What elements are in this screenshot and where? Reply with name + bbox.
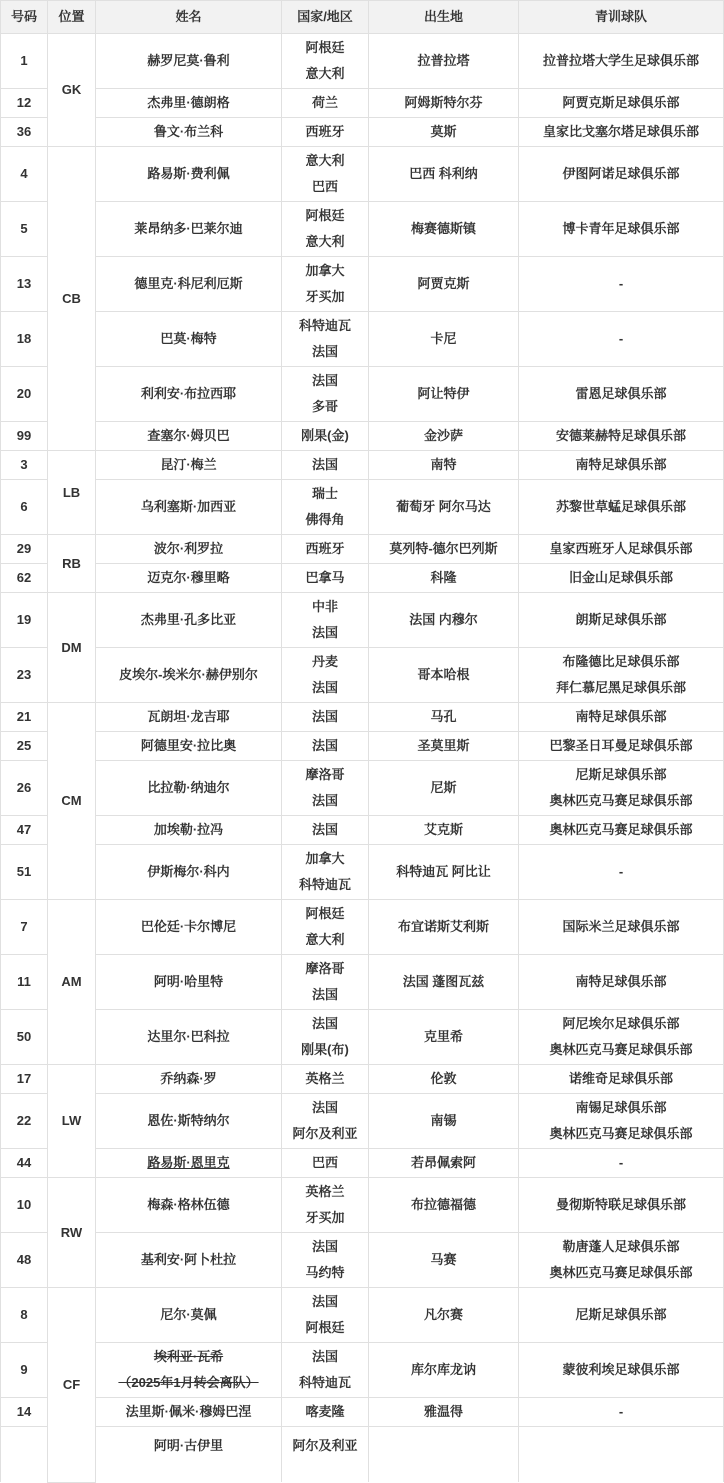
cell-birthplace [369,1427,519,1483]
cell-birthplace: 梅赛德斯镇 [369,202,519,257]
cell-number: 12 [1,89,48,118]
table-row [1,202,724,257]
table-row [1,1065,724,1094]
cell-youth-club: 曼彻斯特联足球俱乐部 [519,1178,724,1233]
cell-country: 加拿大 牙买加 [282,257,369,312]
table-row [1,955,724,1010]
table-row [1,451,724,480]
cell-number: 22 [1,1094,48,1149]
cell-country: 英格兰 [282,1065,369,1094]
cell-birthplace: 伦敦 [369,1065,519,1094]
cell-position: GK [48,34,96,147]
cell-number: 10 [1,1178,48,1233]
table-row [1,1094,724,1149]
cell-country: 法国 科特迪瓦 [282,1343,369,1398]
table-row [1,816,724,845]
cell-number: 6 [1,480,48,535]
cell-birthplace: 科隆 [369,564,519,593]
cell-name: 迈克尔·穆里略 [96,564,282,593]
cell-birthplace: 凡尔赛 [369,1288,519,1343]
cell-number: 44 [1,1149,48,1178]
cell-name: 杰弗里·孔多比亚 [96,593,282,648]
cell-country: 西班牙 [282,118,369,147]
cell-name: 波尔·利罗拉 [96,535,282,564]
cell-name: 阿明·古伊里 [96,1427,282,1483]
cell-youth-club: 苏黎世草蜢足球俱乐部 [519,480,724,535]
table-row [1,564,724,593]
cell-position: LB [48,451,96,535]
cell-number: 20 [1,367,48,422]
table-row [1,34,724,89]
table-row [1,89,724,118]
cell-youth-club: - [519,1398,724,1427]
cell-birthplace: 莫斯 [369,118,519,147]
cell-youth-club: 尼斯足球俱乐部 [519,1288,724,1343]
cell-name: 恩佐·斯特纳尔 [96,1094,282,1149]
cell-name: 德里克·科尼利厄斯 [96,257,282,312]
cell-birthplace: 葡萄牙 阿尔马达 [369,480,519,535]
cell-name: 法里斯·佩米·穆姆巴涅 [96,1398,282,1427]
cell-birthplace: 阿贾克斯 [369,257,519,312]
table-row [1,703,724,732]
cell-youth-club: 南特足球俱乐部 [519,703,724,732]
cell-number: 50 [1,1010,48,1065]
cell-number: 8 [1,1288,48,1343]
table-row [1,593,724,648]
cell-number: 29 [1,535,48,564]
column-header: 位置 [48,1,96,34]
player-link[interactable]: 路易斯·恩里克 [96,1149,282,1178]
cell-name: 皮埃尔-埃米尔·赫伊别尔 [96,648,282,703]
table-row [1,1427,724,1483]
table-row [1,367,724,422]
cell-number: 19 [1,593,48,648]
cell-youth-club: - [519,845,724,900]
cell-name: 瓦朗坦·龙吉耶 [96,703,282,732]
cell-birthplace: 巴西 科利纳 [369,147,519,202]
cell-youth-club: 拉普拉塔大学生足球俱乐部 [519,34,724,89]
table-row [1,535,724,564]
cell-youth-club: 诺维奇足球俱乐部 [519,1065,724,1094]
cell-youth-club: 南特足球俱乐部 [519,451,724,480]
cell-number: 26 [1,761,48,816]
cell-country: 刚果(金) [282,422,369,451]
cell-number: 11 [1,955,48,1010]
cell-position: LW [48,1065,96,1178]
cell-youth-club: - [519,312,724,367]
cell-country: 英格兰 牙买加 [282,1178,369,1233]
cell-name: 莱昂纳多·巴莱尔迪 [96,202,282,257]
cell-country: 法国 阿尔及利亚 [282,1094,369,1149]
cell-youth-club: 奥林匹克马赛足球俱乐部 [519,816,724,845]
cell-name: 阿德里安·拉比奥 [96,732,282,761]
cell-number: 48 [1,1233,48,1288]
cell-youth-club: 阿贾克斯足球俱乐部 [519,89,724,118]
table-row [1,845,724,900]
cell-position: CM [48,703,96,900]
cell-youth-club: 勒唐蓬人足球俱乐部 奥林匹克马赛足球俱乐部 [519,1233,724,1288]
cell-birthplace: 法国 内穆尔 [369,593,519,648]
cell-youth-club: 南锡足球俱乐部 奥林匹克马赛足球俱乐部 [519,1094,724,1149]
cell-birthplace: 布宜诺斯艾利斯 [369,900,519,955]
cell-number: 62 [1,564,48,593]
table-row [1,147,724,202]
cell-name: 比拉勒·纳迪尔 [96,761,282,816]
table-header [1,1,724,34]
cell-position: RB [48,535,96,593]
cell-youth-club: 旧金山足球俱乐部 [519,564,724,593]
table-row [1,1233,724,1288]
cell-birthplace: 马赛 [369,1233,519,1288]
cell-birthplace: 雅温得 [369,1398,519,1427]
cell-name: 巴伦廷·卡尔博尼 [96,900,282,955]
cell-birthplace: 圣莫里斯 [369,732,519,761]
cell-name: 阿明·哈里特 [96,955,282,1010]
table-row [1,1178,724,1233]
table-row [1,1288,724,1343]
cell-birthplace: 马孔 [369,703,519,732]
cell-name: 伊斯梅尔·科内 [96,845,282,900]
cell-number: 17 [1,1065,48,1094]
cell-youth-club: 安德莱赫特足球俱乐部 [519,422,724,451]
table-row [1,1343,724,1398]
cell-name: 赫罗尼莫·鲁利 [96,34,282,89]
cell-number: 21 [1,703,48,732]
cell-country: 荷兰 [282,89,369,118]
cell-name: 杰弗里·德朗格 [96,89,282,118]
table-row [1,312,724,367]
column-header: 姓名 [96,1,282,34]
cell-youth-club: 朗斯足球俱乐部 [519,593,724,648]
cell-number: 99 [1,422,48,451]
cell-country: 法国 [282,703,369,732]
cell-birthplace: 阿姆斯特尔芬 [369,89,519,118]
cell-position: DM [48,593,96,703]
cell-number: 14 [1,1398,48,1427]
cell-youth-club: 博卡青年足球俱乐部 [519,202,724,257]
cell-number: 36 [1,118,48,147]
header-row [1,1,724,34]
cell-country: 法国 多哥 [282,367,369,422]
cell-country: 阿尔及利亚 [282,1427,369,1483]
cell-youth-club: - [519,1149,724,1178]
cell-country: 加拿大 科特迪瓦 [282,845,369,900]
cell-country: 科特迪瓦 法国 [282,312,369,367]
cell-birthplace: 艾克斯 [369,816,519,845]
cell-name: 尼尔·莫佩 [96,1288,282,1343]
cell-name: 鲁文·布兰科 [96,118,282,147]
cell-country: 法国 马约特 [282,1233,369,1288]
cell-country: 法国 [282,732,369,761]
cell-position: AM [48,900,96,1065]
cell-name: 查塞尔·姆贝巴 [96,422,282,451]
cell-youth-club: 阿尼埃尔足球俱乐部 奥林匹克马赛足球俱乐部 [519,1010,724,1065]
cell-position: RW [48,1178,96,1288]
table-row [1,1398,724,1427]
cell-youth-club: 布隆德比足球俱乐部 拜仁慕尼黑足球俱乐部 [519,648,724,703]
cell-number: 1 [1,34,48,89]
cell-country: 西班牙 [282,535,369,564]
cell-birthplace: 哥本哈根 [369,648,519,703]
cell-name: 利利安·布拉西耶 [96,367,282,422]
cell-youth-club: 巴黎圣日耳曼足球俱乐部 [519,732,724,761]
cell-birthplace: 卡尼 [369,312,519,367]
table-row [1,257,724,312]
column-header: 青训球队 [519,1,724,34]
cell-birthplace: 阿让特伊 [369,367,519,422]
cell-youth-club: 蒙彼利埃足球俱乐部 [519,1343,724,1398]
cell-country: 法国 刚果(布) [282,1010,369,1065]
cell-youth-club: - [519,257,724,312]
table-row [1,761,724,816]
cell-name: 埃利亚·瓦希 （2025年1月转会离队） [96,1343,282,1398]
cell-country: 瑞士 佛得角 [282,480,369,535]
cell-country: 意大利 巴西 [282,147,369,202]
cell-name: 梅森·格林伍德 [96,1178,282,1233]
column-header: 号码 [1,1,48,34]
cell-youth-club: 尼斯足球俱乐部 奥林匹克马赛足球俱乐部 [519,761,724,816]
cell-number [1,1427,48,1483]
cell-number: 4 [1,147,48,202]
cell-birthplace: 克里希 [369,1010,519,1065]
cell-birthplace: 金沙萨 [369,422,519,451]
cell-country: 喀麦隆 [282,1398,369,1427]
cell-position: CB [48,147,96,451]
cell-youth-club: 皇家西班牙人足球俱乐部 [519,535,724,564]
cell-number: 51 [1,845,48,900]
cell-youth-club: 雷恩足球俱乐部 [519,367,724,422]
cell-number: 3 [1,451,48,480]
cell-position: CF [48,1288,96,1483]
cell-birthplace: 若昂佩索阿 [369,1149,519,1178]
cell-birthplace: 拉普拉塔 [369,34,519,89]
table-row [1,1149,724,1178]
cell-country: 摩洛哥 法国 [282,955,369,1010]
cell-country: 阿根廷 意大利 [282,34,369,89]
table-row [1,118,724,147]
cell-number: 5 [1,202,48,257]
cell-youth-club: 伊图阿诺足球俱乐部 [519,147,724,202]
cell-number: 23 [1,648,48,703]
cell-name: 路易斯·费利佩 [96,147,282,202]
cell-name: 乔纳森·罗 [96,1065,282,1094]
cell-name: 达里尔·巴科拉 [96,1010,282,1065]
cell-country: 法国 阿根廷 [282,1288,369,1343]
cell-name: 基利安·阿卜杜拉 [96,1233,282,1288]
cell-country: 巴拿马 [282,564,369,593]
table-row [1,900,724,955]
cell-number: 13 [1,257,48,312]
cell-birthplace: 法国 蓬图瓦兹 [369,955,519,1010]
cell-country: 巴西 [282,1149,369,1178]
cell-number: 25 [1,732,48,761]
cell-name: 加埃勒·拉冯 [96,816,282,845]
cell-name: 巴莫·梅特 [96,312,282,367]
cell-country: 中非 法国 [282,593,369,648]
cell-number: 18 [1,312,48,367]
cell-youth-club: 皇家比戈塞尔塔足球俱乐部 [519,118,724,147]
cell-country: 法国 [282,816,369,845]
cell-birthplace: 库尔库龙讷 [369,1343,519,1398]
cell-country: 阿根廷 意大利 [282,202,369,257]
cell-country: 丹麦 法国 [282,648,369,703]
cell-birthplace: 尼斯 [369,761,519,816]
cell-birthplace: 科特迪瓦 阿比让 [369,845,519,900]
table-row [1,648,724,703]
cell-birthplace: 莫列特-德尔巴列斯 [369,535,519,564]
cell-youth-club [519,1427,724,1483]
cell-birthplace: 布拉德福德 [369,1178,519,1233]
cell-number: 47 [1,816,48,845]
cell-number: 9 [1,1343,48,1398]
table-row [1,1010,724,1065]
cell-number: 7 [1,900,48,955]
cell-birthplace: 南特 [369,451,519,480]
cell-country: 法国 [282,451,369,480]
table-row [1,422,724,451]
cell-birthplace: 南锡 [369,1094,519,1149]
column-header: 国家/地区 [282,1,369,34]
cell-youth-club: 国际米兰足球俱乐部 [519,900,724,955]
table-body [1,34,724,1483]
table-row [1,732,724,761]
column-header: 出生地 [369,1,519,34]
cell-youth-club: 南特足球俱乐部 [519,955,724,1010]
table-row [1,480,724,535]
cell-name: 昆汀·梅兰 [96,451,282,480]
cell-country: 阿根廷 意大利 [282,900,369,955]
cell-name: 乌利塞斯·加西亚 [96,480,282,535]
cell-country: 摩洛哥 法国 [282,761,369,816]
